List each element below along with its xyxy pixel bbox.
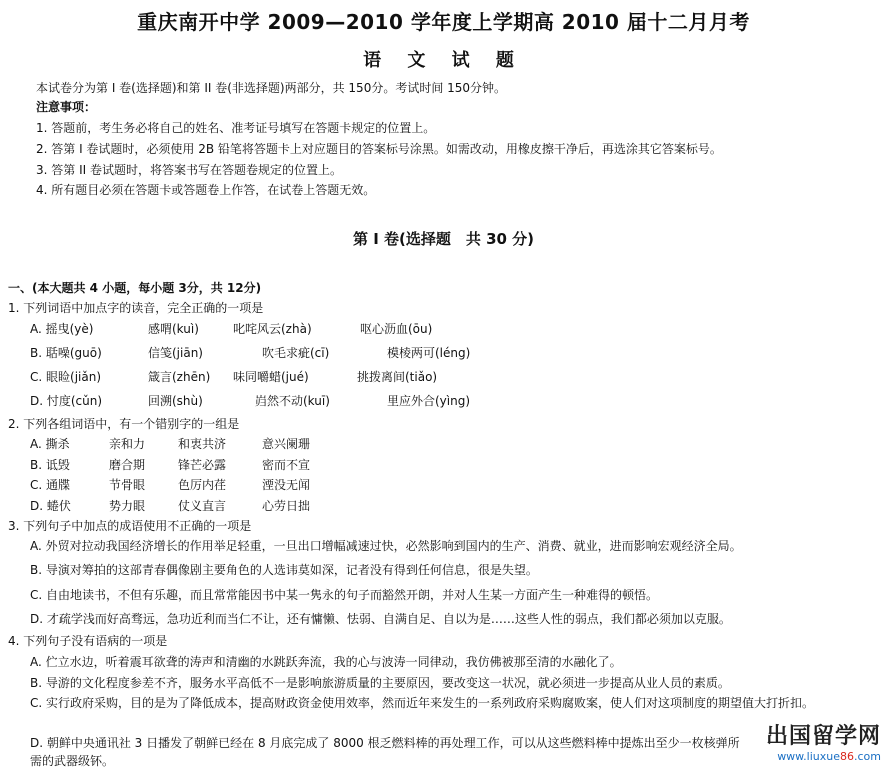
q2-d-2: 势力眼	[109, 499, 146, 513]
notice-title: 注意事项：	[36, 100, 97, 114]
q2-a-2: 亲和力	[109, 437, 146, 451]
q1-c-3: 味同嚼蜡(jué)	[233, 370, 309, 384]
q3-option-d: D. 才疏学浅而好高骛远，急功近利而当仁不让，还有慵懒、怯弱、自满自足、自以为是……这些人性的弱点，我们都必须加以克服。	[30, 612, 731, 626]
q2-b-4: 密而不宣	[262, 458, 311, 472]
q1-d-1: D. 忖度(cǔn)	[30, 394, 103, 408]
q4-option-c: C. 实行政府采购，目的是为了降低成本，提高财政资金使用效率，然而近年来发生的一系列政府采购腐败案，使人们对这项制度的期望值大打折扣。	[30, 696, 815, 710]
note-4: 4. 所有题目必须在答题卡或答题卷上作答，在试卷上答题无效。	[36, 183, 376, 197]
site-watermark	[753, 724, 881, 768]
q2-stem: 2. 下列各组词语中，有一个错别字的一组是	[8, 417, 240, 431]
q1-d-3: 岿然不动(kuī)	[255, 394, 330, 408]
note-3: 3. 答第 II 卷试题时，将答案书写在答题卷规定的位置上。	[36, 163, 342, 177]
q3-option-a: A. 外贸对拉动我国经济增长的作用举足轻重，一旦出口增幅减速过快，必然影响到国内的生产、消费、就业，进而影响宏观经济全局。	[30, 539, 742, 553]
q1-b-4: 模棱两可(léng)	[387, 346, 471, 360]
q2-d-3: 仗义直言	[178, 499, 227, 513]
q3-option-b: B. 导演对筹拍的这部青春偶像剧主要角色的人选讳莫如深，记者没有得到任何信息，很是失望。	[30, 563, 538, 577]
q1-a-4: 呕心沥血(ōu)	[360, 322, 433, 336]
note-2: 2. 答第 I 卷试题时，必须使用 2B 铅笔将答题卡上对应题目的答案标号涂黑。如需改动，用橡皮擦干净后，再选涂其它答案标号。	[36, 142, 722, 156]
q2-a-1: A. 撕杀	[30, 437, 70, 451]
q2-d-1: D. 蜷伏	[30, 499, 71, 513]
q2-b-3: 锋芒必露	[178, 458, 227, 472]
q3-option-c: C. 自由地读书，不但有乐趣，而且常常能因书中某一隽永的句子而豁然开朗，并对人生某一方面产生一种难得的顿悟。	[30, 588, 659, 602]
q1-a-3: 叱咤风云(zhà)	[233, 322, 312, 336]
watermark-url-prefix: www.liuxue	[777, 750, 840, 763]
q4-option-a: A. 伫立水边，听着震耳欲聋的涛声和清幽的水跳跃奔流，我的心与波涛一同律动，我仿佛被那至清的水融化了。	[30, 655, 622, 669]
q2-c-1: C. 通牒	[30, 478, 71, 492]
q1-a-2: 感喟(kuì)	[148, 322, 199, 336]
q1-d-2: 回溯(shù)	[148, 394, 203, 408]
note-1: 1. 答题前，考生务必将自己的姓名、准考证号填写在答题卡规定的位置上。	[36, 121, 436, 135]
q1-b-3: 吹毛求疵(cī)	[262, 346, 330, 360]
q1-c-4: 挑拨离间(tiǎo)	[357, 370, 438, 384]
exam-subtitle: 语 文 试 题	[363, 50, 524, 71]
q2-c-2: 节骨眼	[109, 478, 146, 492]
part-heading: 一、(本大题共 4 小题，每小题 3分，共 12分)	[8, 281, 262, 295]
q1-b-1: B. 聒噪(guō)	[30, 346, 102, 360]
watermark-url	[753, 750, 881, 764]
q2-c-3: 色厉内荏	[178, 478, 227, 492]
section-title: 第 I 卷(选择题 共 30 分)	[352, 230, 535, 248]
q4-option-d: D. 朝鲜中央通讯社 3 日播发了朝鲜已经在 8 月底完成了 8000 根乏燃料棒的再处理工作，可以从这些燃料棒中提炼出至少一枚核弹所需的武器级钚。	[30, 736, 740, 768]
q1-c-1: C. 眼睑(jiǎn)	[30, 370, 101, 384]
watermark-title: 出国留学网	[765, 724, 881, 749]
q1-stem: 1. 下列词语中加点字的读音，完全正确的一项是	[8, 301, 264, 315]
q2-c-4: 湮没无闻	[262, 478, 311, 492]
q1-a-1: A. 摇曳(yè)	[30, 322, 94, 336]
watermark-url-number: 86	[840, 750, 854, 763]
q4-stem: 4. 下列句子没有语病的一项是	[8, 634, 168, 648]
q2-a-4: 意兴阑珊	[262, 437, 311, 451]
q2-b-1: B. 诋毁	[30, 458, 70, 472]
exam-title: 重庆南开中学 2009—2010 学年度上学期高 2010 届十二月月考	[137, 10, 750, 34]
q4-option-b: B. 导游的文化程度参差不齐，服务水平高低不一是影响旅游质量的主要原因，要改变这一状况，就必须进一步提高从业人员的素质。	[30, 676, 730, 690]
watermark-url-suffix: .com	[854, 750, 881, 763]
q2-d-4: 心劳日拙	[262, 499, 311, 513]
q1-c-2: 箴言(zhēn)	[148, 370, 211, 384]
intro-line: 本试卷分为第 I 卷(选择题)和第 II 卷(非选择题)两部分，共 150分。考试时间 150分钟。	[36, 81, 507, 95]
q1-b-2: 信笺(jiān)	[148, 346, 203, 360]
q1-d-4: 里应外合(yìng)	[387, 394, 471, 408]
q3-stem: 3. 下列句子中加点的成语使用不正确的一项是	[8, 519, 252, 533]
q2-a-3: 和衷共济	[178, 437, 227, 451]
q2-b-2: 磨合期	[109, 458, 146, 472]
